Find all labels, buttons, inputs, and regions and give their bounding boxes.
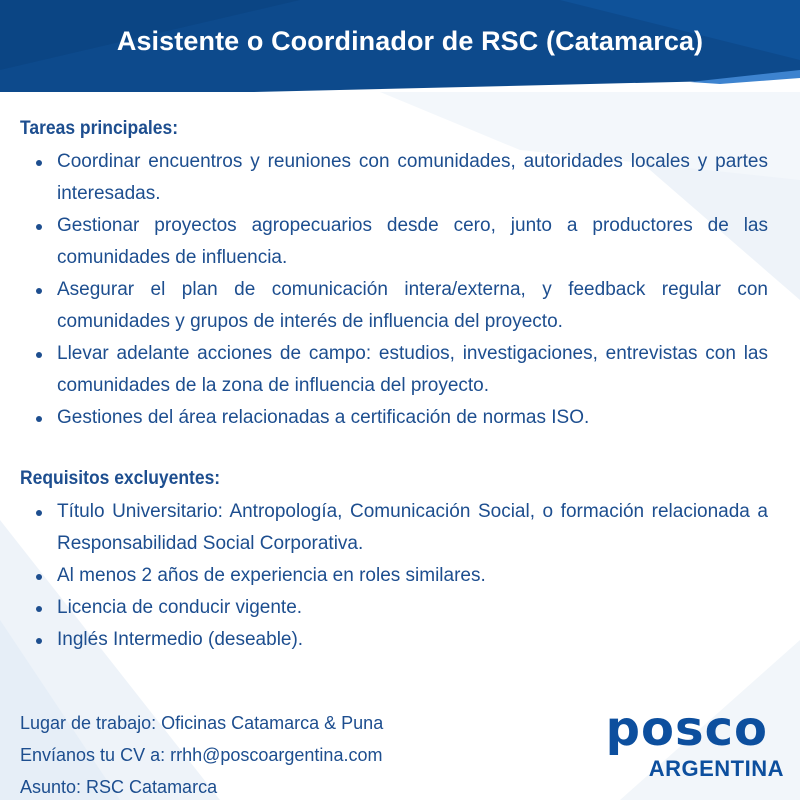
logo-wordmark: posco (605, 701, 768, 757)
list-item: Inglés Intermedio (deseable). (20, 624, 768, 656)
list-item: Gestionar proyectos agropecuarios desde cero, junto a productores de las comunidades de influencia. (20, 210, 768, 274)
list-item: Gestiones del área relacionadas a certificación de normas ISO. (20, 402, 768, 434)
contact-footer (20, 707, 383, 803)
tasks-list (20, 146, 768, 434)
workplace-text: Lugar de trabajo: Oficinas Catamarca & Puna (20, 713, 384, 733)
bullet-icon (36, 510, 42, 516)
list-item: Asegurar el plan de comunicación intera/externa, y feedback regular con comunidades y grupos de interés de influencia del proyecto. (20, 274, 768, 338)
subject-text: Asunto: RSC Catamarca (20, 777, 218, 797)
cv-email-text[interactable]: Envíanos tu CV a: rrhh@poscoargentina.com (20, 745, 383, 765)
page-title: Asistente o Coordinador de RSC (Catamarca) (116, 26, 704, 56)
bullet-icon (36, 606, 42, 612)
list-item: Título Universitario: Antropología, Comunicación Social, o formación relacionada a Responsabilidad Social Corporativa. (20, 496, 768, 560)
list-item: Llevar adelante acciones de campo: estudios, investigaciones, entrevistas con las comunidades de la zona de influencia del proyecto. (20, 338, 768, 402)
bullet-icon (36, 638, 42, 644)
list-item: Coordinar encuentros y reuniones con comunidades, autoridades locales y partes interesadas. (20, 146, 768, 210)
header-banner (0, 0, 800, 92)
bullet-icon (36, 416, 42, 422)
requirements-list (20, 496, 768, 656)
requirements-heading: Requisitos excluyentes: (20, 468, 221, 489)
list-item: Al menos 2 años de experiencia en roles similares. (20, 560, 768, 592)
posco-logo (605, 701, 790, 784)
bullet-icon (36, 574, 42, 580)
tasks-heading: Tareas principales: (20, 118, 179, 139)
logo-country: ARGENTINA (648, 756, 784, 781)
bullet-icon (36, 224, 42, 230)
main-content (20, 118, 768, 656)
bullet-icon (36, 288, 42, 294)
list-item: Licencia de conducir vigente. (20, 592, 768, 624)
bullet-icon (36, 160, 42, 166)
bullet-icon (36, 352, 42, 358)
